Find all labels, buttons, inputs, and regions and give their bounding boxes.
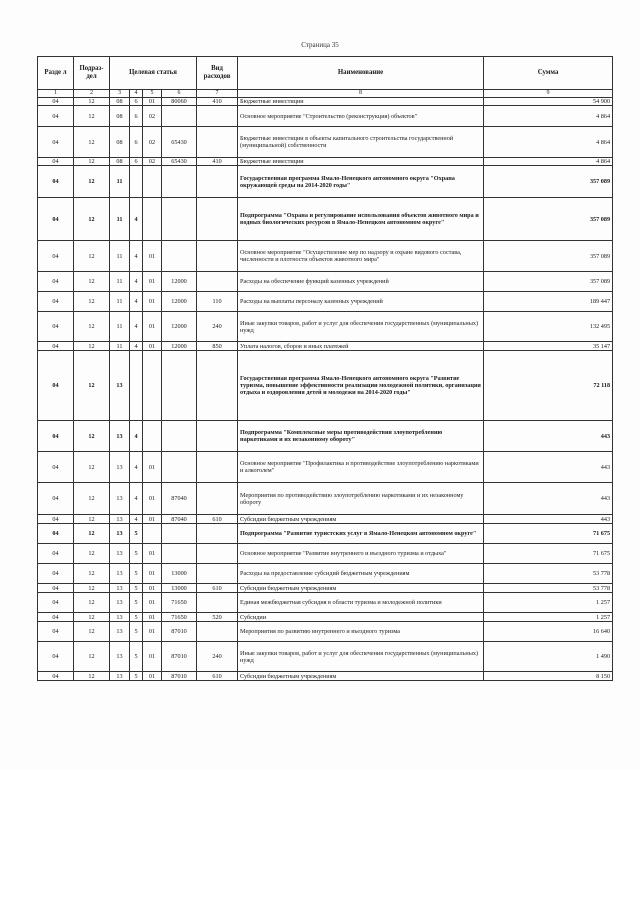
- podrazdel-cell: 12: [74, 564, 110, 584]
- target-direction-cell: 87010: [162, 642, 197, 672]
- target-event-cell: 01: [143, 98, 162, 106]
- vid-cell: [197, 524, 238, 544]
- table-row: [38, 106, 613, 127]
- target-event-cell: 01: [143, 292, 162, 312]
- target-program-cell: 11: [110, 166, 130, 198]
- podrazdel-cell: 12: [74, 166, 110, 198]
- podrazdel-cell: 12: [74, 312, 110, 342]
- table-row: [38, 166, 613, 198]
- target-program-cell: 13: [110, 672, 130, 681]
- razdel-cell: 04: [38, 106, 74, 127]
- vid-cell: [197, 544, 238, 564]
- header-podrazdel: Подраз- дел: [74, 57, 110, 90]
- podrazdel-cell: 12: [74, 272, 110, 292]
- header-razdel: Разде л: [38, 57, 74, 90]
- target-direction-cell: 87010: [162, 672, 197, 681]
- podrazdel-cell: 12: [74, 524, 110, 544]
- table-row: [38, 158, 613, 166]
- table-row: [38, 272, 613, 292]
- table-row: [38, 342, 613, 351]
- item-name-cell: Субсидии бюджетным учреждениям: [238, 672, 484, 681]
- razdel-cell: 04: [38, 292, 74, 312]
- table-row: [38, 672, 613, 681]
- vid-cell: [197, 351, 238, 421]
- vid-cell: 240: [197, 312, 238, 342]
- razdel-cell: 04: [38, 584, 74, 593]
- target-program-cell: 11: [110, 342, 130, 351]
- column-number: 8: [238, 90, 484, 98]
- item-name-cell: Иные закупки товаров, работ и услуг для обеспечения государственных (муниципальных) нужд: [238, 642, 484, 672]
- table-row: [38, 198, 613, 241]
- sum-cell: 443: [484, 483, 613, 515]
- vid-cell: 850: [197, 342, 238, 351]
- target-program-cell: 13: [110, 544, 130, 564]
- vid-cell: [197, 127, 238, 158]
- item-name-cell: Расходы на обеспечение функций казенных учреждений: [238, 272, 484, 292]
- target-program-cell: 11: [110, 312, 130, 342]
- column-number: 1: [38, 90, 74, 98]
- target-program-cell: 13: [110, 564, 130, 584]
- podrazdel-cell: 12: [74, 642, 110, 672]
- target-subprogram-cell: 6: [130, 98, 143, 106]
- target-direction-cell: 87040: [162, 483, 197, 515]
- item-name-cell: Подпрограмма "Охрана и регулирование использования объектов животного мира и водных биологических ресурсов в Ямало-Ненецком автономном округе": [238, 198, 484, 241]
- column-number: 3: [110, 90, 130, 98]
- vid-cell: 410: [197, 158, 238, 166]
- target-subprogram-cell: 6: [130, 158, 143, 166]
- vid-cell: [197, 166, 238, 198]
- column-number: 9: [484, 90, 613, 98]
- podrazdel-cell: 12: [74, 241, 110, 272]
- target-program-cell: 08: [110, 127, 130, 158]
- item-name-cell: Уплата налогов, сборов и иных платежей: [238, 342, 484, 351]
- podrazdel-cell: 12: [74, 672, 110, 681]
- sum-cell: 4 864: [484, 106, 613, 127]
- target-direction-cell: 71650: [162, 613, 197, 622]
- razdel-cell: 04: [38, 241, 74, 272]
- table-row: [38, 452, 613, 483]
- target-program-cell: 08: [110, 106, 130, 127]
- podrazdel-cell: 12: [74, 613, 110, 622]
- target-subprogram-cell: 4: [130, 342, 143, 351]
- razdel-cell: 04: [38, 564, 74, 584]
- sum-cell: 54 900: [484, 98, 613, 106]
- sum-cell: 1 257: [484, 593, 613, 613]
- sum-cell: 1 257: [484, 613, 613, 622]
- sum-cell: 443: [484, 515, 613, 524]
- podrazdel-cell: 12: [74, 351, 110, 421]
- target-direction-cell: [162, 241, 197, 272]
- vid-cell: 610: [197, 672, 238, 681]
- sum-cell: 71 675: [484, 544, 613, 564]
- vid-cell: [197, 198, 238, 241]
- item-name-cell: Государственная программа Ямало-Ненецкого автономного округа "Охрана окружающей среды на 2014-2020 годы": [238, 166, 484, 198]
- target-program-cell: 11: [110, 241, 130, 272]
- podrazdel-cell: 12: [74, 98, 110, 106]
- target-subprogram-cell: 5: [130, 622, 143, 642]
- budget-table: [37, 56, 613, 681]
- table-row: [38, 312, 613, 342]
- vid-cell: [197, 272, 238, 292]
- razdel-cell: 04: [38, 452, 74, 483]
- sum-cell: 53 778: [484, 584, 613, 593]
- vid-cell: [197, 452, 238, 483]
- target-subprogram-cell: 5: [130, 544, 143, 564]
- razdel-cell: 04: [38, 127, 74, 158]
- target-subprogram-cell: 5: [130, 672, 143, 681]
- target-subprogram-cell: 4: [130, 483, 143, 515]
- target-program-cell: 13: [110, 524, 130, 544]
- target-event-cell: [143, 198, 162, 241]
- podrazdel-cell: 12: [74, 158, 110, 166]
- target-subprogram-cell: 5: [130, 564, 143, 584]
- budget-table-body: [38, 98, 613, 681]
- item-name-cell: Субсидии бюджетным учреждениям: [238, 515, 484, 524]
- item-name-cell: Основное мероприятие "Строительство (реконструкция) объектов": [238, 106, 484, 127]
- razdel-cell: 04: [38, 272, 74, 292]
- target-direction-cell: [162, 198, 197, 241]
- target-event-cell: 01: [143, 515, 162, 524]
- target-subprogram-cell: 4: [130, 421, 143, 452]
- razdel-cell: 04: [38, 622, 74, 642]
- target-subprogram-cell: 6: [130, 127, 143, 158]
- podrazdel-cell: 12: [74, 584, 110, 593]
- target-direction-cell: 12000: [162, 342, 197, 351]
- table-row: [38, 241, 613, 272]
- razdel-cell: 04: [38, 98, 74, 106]
- target-program-cell: 13: [110, 593, 130, 613]
- razdel-cell: 04: [38, 421, 74, 452]
- target-event-cell: 01: [143, 564, 162, 584]
- item-name-cell: Расходы на выплаты персоналу казенных учреждений: [238, 292, 484, 312]
- table-row: [38, 127, 613, 158]
- table-row: [38, 584, 613, 593]
- target-subprogram-cell: 4: [130, 198, 143, 241]
- target-subprogram-cell: 5: [130, 593, 143, 613]
- razdel-cell: 04: [38, 312, 74, 342]
- vid-cell: 410: [197, 98, 238, 106]
- target-program-cell: 13: [110, 613, 130, 622]
- page-number-label: Страница 35: [301, 41, 339, 49]
- sum-cell: 8 150: [484, 672, 613, 681]
- vid-cell: 610: [197, 515, 238, 524]
- target-program-cell: 08: [110, 98, 130, 106]
- sum-cell: 71 675: [484, 524, 613, 544]
- podrazdel-cell: 12: [74, 292, 110, 312]
- header-name: Наименование: [238, 57, 484, 90]
- item-name-cell: Мероприятия по противодействию злоупотреблению наркотиками и их незаконному обороту: [238, 483, 484, 515]
- target-event-cell: 01: [143, 272, 162, 292]
- target-subprogram-cell: 5: [130, 584, 143, 593]
- table-row: [38, 98, 613, 106]
- item-name-cell: Основное мероприятие "Профилактика и противодействие злоупотреблению наркотиками и алкоголем": [238, 452, 484, 483]
- target-direction-cell: [162, 524, 197, 544]
- target-program-cell: 13: [110, 452, 130, 483]
- target-event-cell: [143, 524, 162, 544]
- target-event-cell: 02: [143, 158, 162, 166]
- table-row: [38, 483, 613, 515]
- item-name-cell: Основное мероприятие "Развитие внутреннего и въездного туризма и отдыха": [238, 544, 484, 564]
- target-program-cell: 13: [110, 421, 130, 452]
- target-direction-cell: 87040: [162, 515, 197, 524]
- razdel-cell: 04: [38, 544, 74, 564]
- sum-cell: 53 778: [484, 564, 613, 584]
- target-subprogram-cell: 6: [130, 106, 143, 127]
- target-event-cell: 02: [143, 127, 162, 158]
- table-header-row: [38, 57, 613, 90]
- target-subprogram-cell: 4: [130, 515, 143, 524]
- target-event-cell: 01: [143, 312, 162, 342]
- column-number: 7: [197, 90, 238, 98]
- target-direction-cell: 65430: [162, 127, 197, 158]
- vid-cell: 610: [197, 584, 238, 593]
- item-name-cell: Иные закупки товаров, работ и услуг для обеспечения государственных (муниципальных) нужд: [238, 312, 484, 342]
- table-row: [38, 622, 613, 642]
- table-row: [38, 613, 613, 622]
- target-direction-cell: 71650: [162, 593, 197, 613]
- sum-cell: 4 864: [484, 127, 613, 158]
- podrazdel-cell: 12: [74, 127, 110, 158]
- razdel-cell: 04: [38, 342, 74, 351]
- razdel-cell: 04: [38, 515, 74, 524]
- razdel-cell: 04: [38, 198, 74, 241]
- target-program-cell: 13: [110, 351, 130, 421]
- sum-cell: 443: [484, 452, 613, 483]
- vid-cell: [197, 593, 238, 613]
- item-name-cell: Расходы на предоставление субсидий бюджетным учреждениям: [238, 564, 484, 584]
- podrazdel-cell: 12: [74, 515, 110, 524]
- vid-cell: [197, 483, 238, 515]
- podrazdel-cell: 12: [74, 483, 110, 515]
- column-number: 2: [74, 90, 110, 98]
- item-name-cell: Основное мероприятие "Осуществление мер по надзору и охране видового состава, численности и плотности объектов животного мира": [238, 241, 484, 272]
- header-vid: Вид расходов: [197, 57, 238, 90]
- sum-cell: 357 089: [484, 272, 613, 292]
- vid-cell: [197, 564, 238, 584]
- item-name-cell: Бюджетные инвестиции: [238, 98, 484, 106]
- razdel-cell: 04: [38, 613, 74, 622]
- target-program-cell: 11: [110, 198, 130, 241]
- target-event-cell: 01: [143, 672, 162, 681]
- target-direction-cell: 12000: [162, 272, 197, 292]
- table-row: [38, 524, 613, 544]
- target-direction-cell: 13000: [162, 564, 197, 584]
- target-program-cell: 11: [110, 272, 130, 292]
- target-subprogram-cell: 4: [130, 292, 143, 312]
- target-event-cell: 02: [143, 106, 162, 127]
- sum-cell: 16 640: [484, 622, 613, 642]
- vid-cell: [197, 241, 238, 272]
- podrazdel-cell: 12: [74, 421, 110, 452]
- razdel-cell: 04: [38, 158, 74, 166]
- vid-cell: [197, 106, 238, 127]
- target-direction-cell: [162, 351, 197, 421]
- podrazdel-cell: 12: [74, 452, 110, 483]
- table-row: [38, 593, 613, 613]
- item-name-cell: Бюджетные инвестиции в объекты капитального строительства государственной (муниципальной) собственности: [238, 127, 484, 158]
- target-subprogram-cell: 4: [130, 241, 143, 272]
- podrazdel-cell: 12: [74, 198, 110, 241]
- target-direction-cell: 80060: [162, 98, 197, 106]
- razdel-cell: 04: [38, 672, 74, 681]
- target-direction-cell: 13000: [162, 584, 197, 593]
- target-direction-cell: 87010: [162, 622, 197, 642]
- vid-cell: 520: [197, 613, 238, 622]
- target-subprogram-cell: 4: [130, 312, 143, 342]
- sum-cell: 189 447: [484, 292, 613, 312]
- sum-cell: 443: [484, 421, 613, 452]
- target-direction-cell: [162, 421, 197, 452]
- target-event-cell: 01: [143, 622, 162, 642]
- table-row: [38, 642, 613, 672]
- target-program-cell: 08: [110, 158, 130, 166]
- sum-cell: 35 147: [484, 342, 613, 351]
- razdel-cell: 04: [38, 351, 74, 421]
- podrazdel-cell: 12: [74, 342, 110, 351]
- target-event-cell: 01: [143, 452, 162, 483]
- target-subprogram-cell: 4: [130, 452, 143, 483]
- target-event-cell: 01: [143, 544, 162, 564]
- item-name-cell: Субсидии бюджетным учреждениям: [238, 584, 484, 593]
- podrazdel-cell: 12: [74, 622, 110, 642]
- target-direction-cell: 65430: [162, 158, 197, 166]
- target-program-cell: 13: [110, 642, 130, 672]
- column-number: 4: [130, 90, 143, 98]
- item-name-cell: Бюджетные инвестиции: [238, 158, 484, 166]
- target-subprogram-cell: 5: [130, 613, 143, 622]
- item-name-cell: Подпрограмма "Комплексные меры противодействия злоупотреблению наркотиками и их незаконному обороту": [238, 421, 484, 452]
- table-row: [38, 292, 613, 312]
- target-event-cell: 01: [143, 483, 162, 515]
- item-name-cell: Подпрограмма "Развитие туристских услуг в Ямало-Ненецком автономном округе": [238, 524, 484, 544]
- sum-cell: 1 490: [484, 642, 613, 672]
- table-row: [38, 515, 613, 524]
- razdel-cell: 04: [38, 483, 74, 515]
- razdel-cell: 04: [38, 166, 74, 198]
- target-direction-cell: [162, 544, 197, 564]
- item-name-cell: Субсидии: [238, 613, 484, 622]
- header-sum: Сумма: [484, 57, 613, 90]
- item-name-cell: Единая межбюджетная субсидия в области туризма и молодежной политики: [238, 593, 484, 613]
- column-number-row: [38, 90, 613, 98]
- target-direction-cell: [162, 166, 197, 198]
- target-event-cell: [143, 351, 162, 421]
- vid-cell: [197, 622, 238, 642]
- target-direction-cell: [162, 106, 197, 127]
- target-event-cell: 01: [143, 584, 162, 593]
- vid-cell: 240: [197, 642, 238, 672]
- target-event-cell: 01: [143, 642, 162, 672]
- podrazdel-cell: 12: [74, 106, 110, 127]
- table-row: [38, 544, 613, 564]
- table-row: [38, 351, 613, 421]
- vid-cell: [197, 421, 238, 452]
- podrazdel-cell: 12: [74, 544, 110, 564]
- target-event-cell: [143, 421, 162, 452]
- item-name-cell: Государственная программа Ямало-Ненецкого автономного округа "Развитие туризма, повышение эффективности реализации молодежной политики, организация отдыха и оздоровления детей и молодежи на 2014-2020 годы": [238, 351, 484, 421]
- target-direction-cell: 12000: [162, 312, 197, 342]
- target-program-cell: 13: [110, 584, 130, 593]
- razdel-cell: 04: [38, 642, 74, 672]
- target-event-cell: 01: [143, 342, 162, 351]
- table-row: [38, 421, 613, 452]
- target-subprogram-cell: 4: [130, 272, 143, 292]
- vid-cell: 110: [197, 292, 238, 312]
- sum-cell: 132 495: [484, 312, 613, 342]
- target-program-cell: 13: [110, 483, 130, 515]
- sum-cell: 72 118: [484, 351, 613, 421]
- column-number: 6: [162, 90, 197, 98]
- target-subprogram-cell: [130, 351, 143, 421]
- target-event-cell: [143, 166, 162, 198]
- item-name-cell: Мероприятия по развитию внутреннего и въездного туризма: [238, 622, 484, 642]
- target-subprogram-cell: [130, 166, 143, 198]
- target-subprogram-cell: 5: [130, 524, 143, 544]
- sum-cell: 357 089: [484, 241, 613, 272]
- target-subprogram-cell: 5: [130, 642, 143, 672]
- header-target: Целевая статья: [110, 57, 197, 90]
- sum-cell: 357 089: [484, 166, 613, 198]
- target-program-cell: 13: [110, 515, 130, 524]
- target-event-cell: 01: [143, 241, 162, 272]
- target-event-cell: 01: [143, 593, 162, 613]
- target-direction-cell: 12000: [162, 292, 197, 312]
- target-direction-cell: [162, 452, 197, 483]
- target-event-cell: 01: [143, 613, 162, 622]
- target-program-cell: 11: [110, 292, 130, 312]
- column-number: 5: [143, 90, 162, 98]
- table-row: [38, 564, 613, 584]
- sum-cell: 4 864: [484, 158, 613, 166]
- target-program-cell: 13: [110, 622, 130, 642]
- razdel-cell: 04: [38, 524, 74, 544]
- podrazdel-cell: 12: [74, 593, 110, 613]
- razdel-cell: 04: [38, 593, 74, 613]
- sum-cell: 357 089: [484, 198, 613, 241]
